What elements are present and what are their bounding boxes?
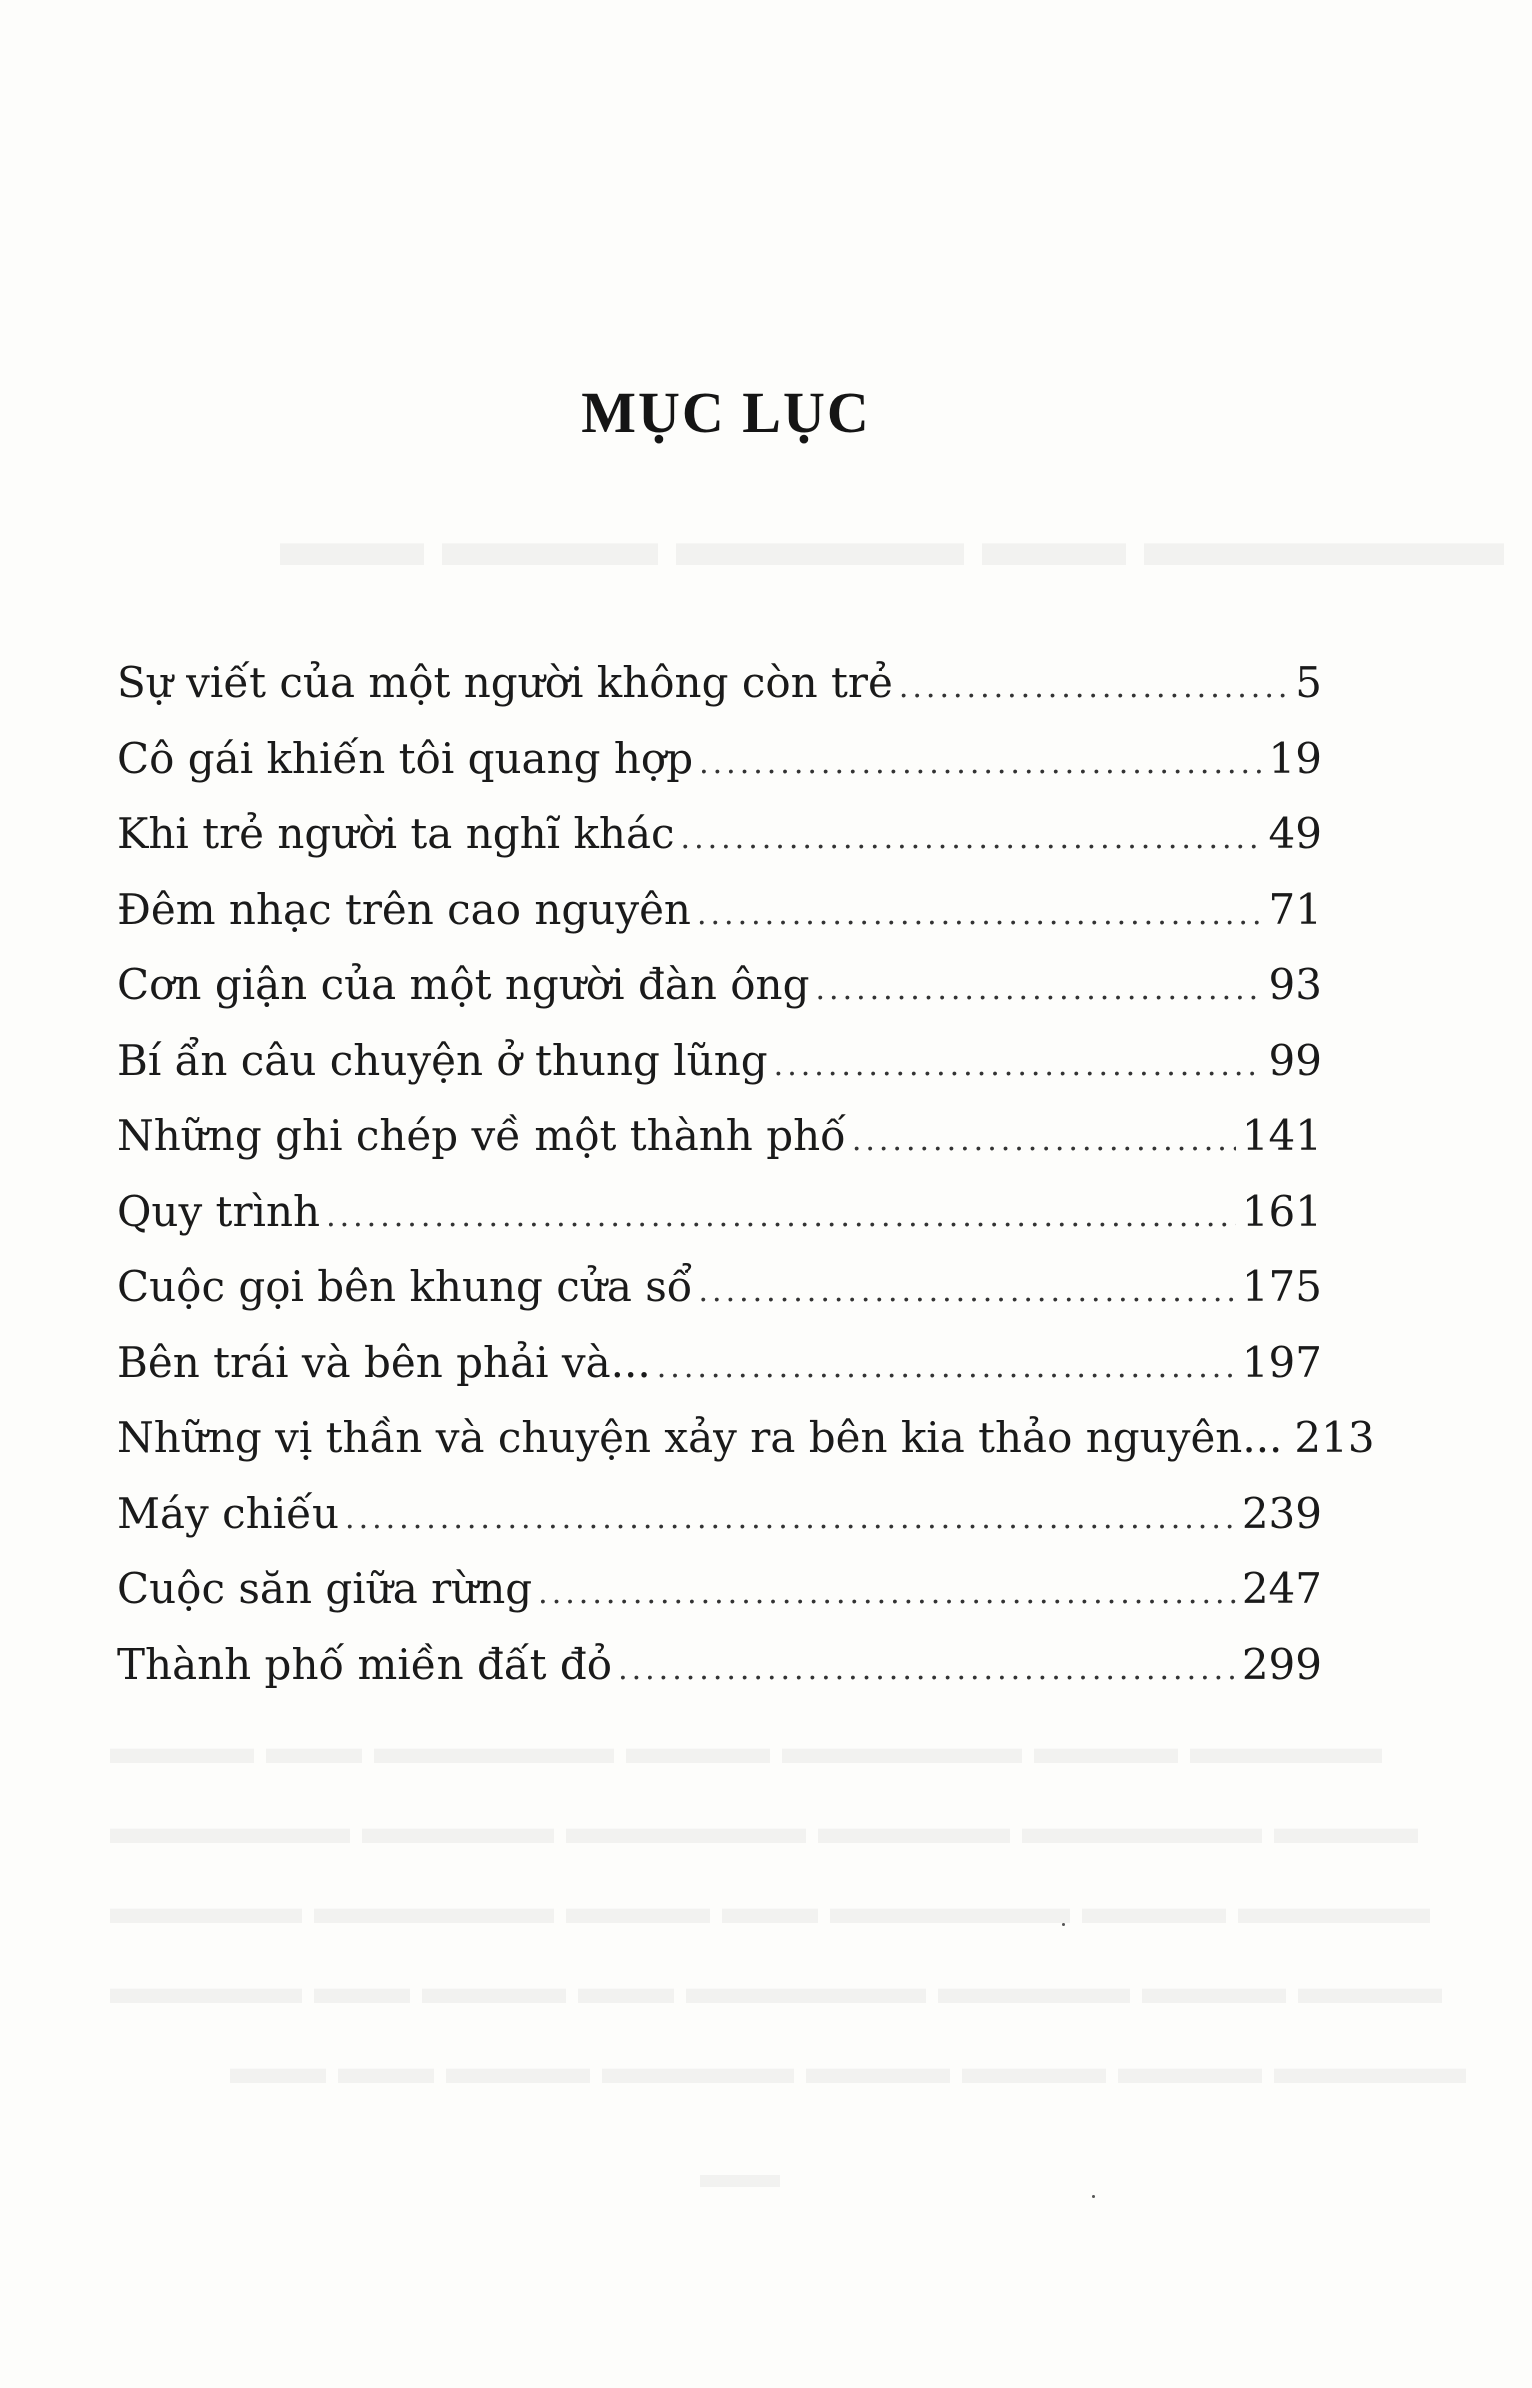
toc-dot-leader (618, 1632, 1236, 1708)
toc-heading: MỤC LỤC (581, 379, 871, 445)
toc-entry-title: Bí ẩn câu chuyện ở thung lũng (117, 1035, 768, 1085)
toc-entry-page-number: 247 (1241, 1564, 1322, 1613)
toc-entry (117, 1098, 1322, 1174)
toc-entry-page-number: 197 (1241, 1337, 1322, 1387)
toc-dot-leader (774, 1028, 1263, 1104)
bleed-through-text (110, 1880, 1430, 1935)
toc-dot-leader (816, 952, 1263, 1028)
toc-entry-title: Quy trình (117, 1186, 321, 1236)
bleed-through-text (110, 1960, 1442, 2015)
toc-entry-page-number: 141 (1241, 1111, 1322, 1160)
toc-entry (117, 872, 1322, 948)
toc-dot-leader (326, 1179, 1236, 1255)
toc-entry (117, 1174, 1322, 1250)
toc-entry-title: Cuộc gọi bên khung cửa sổ (117, 1262, 693, 1311)
toc-entry-title: Bên trái và bên phải và... (117, 1337, 651, 1387)
bleed-through-text (700, 2150, 780, 2197)
toc-entry (117, 1400, 1375, 1476)
toc-entry-page-number: 213 (1294, 1413, 1375, 1462)
toc-entry-page-number: 161 (1241, 1186, 1322, 1236)
toc-entry (117, 1476, 1322, 1552)
toc-dot-leader (699, 726, 1262, 802)
toc-dot-leader (681, 801, 1263, 877)
toc-entry (117, 1249, 1322, 1325)
toc-entry-title: Sự viết của một người không còn trẻ (117, 658, 893, 707)
toc-entry (117, 1023, 1322, 1099)
toc-dot-leader (538, 1556, 1236, 1632)
toc-list (117, 645, 1375, 1702)
toc-entry-title: Khi trẻ người ta nghĩ khác (117, 809, 675, 858)
scan-speck (1092, 2195, 1095, 2198)
toc-entry (117, 1551, 1322, 1627)
toc-entry-page-number: 5 (1295, 658, 1322, 707)
toc-entry (117, 796, 1322, 872)
toc-entry-title: Những ghi chép về một thành phố (117, 1111, 846, 1160)
toc-entry-page-number: 71 (1268, 884, 1322, 934)
toc-dot-leader (899, 650, 1289, 726)
bleed-through-text (110, 1720, 1382, 1775)
toc-entry (117, 1325, 1322, 1401)
toc-entry-title: Những vị thần và chuyện xảy ra bên kia thảo nguyên... (117, 1413, 1283, 1462)
toc-entry-page-number: 239 (1241, 1488, 1322, 1538)
toc-dot-leader (699, 1254, 1236, 1330)
toc-entry-title: Đêm nhạc trên cao nguyên (117, 884, 691, 934)
toc-entry-title: Cuộc săn giữa rừng (117, 1564, 533, 1613)
toc-entry (117, 645, 1322, 721)
bleed-through-text (280, 500, 1504, 583)
toc-entry-page-number: 99 (1268, 1035, 1322, 1085)
toc-entry (117, 1627, 1322, 1703)
toc-entry-title: Thành phố miền đất đỏ (117, 1639, 613, 1689)
toc-entry-title: Cơn giận của một người đàn ông (117, 960, 810, 1009)
toc-entry-title: Cô gái khiến tôi quang hợp (117, 733, 694, 783)
toc-entry-page-number: 19 (1268, 733, 1322, 783)
toc-dot-leader (345, 1481, 1236, 1557)
toc-entry-title: Máy chiếu (117, 1488, 340, 1538)
bleed-through-text (110, 1800, 1418, 1855)
toc-entry (117, 721, 1322, 797)
toc-dot-leader (657, 1330, 1236, 1406)
toc-entry-page-number: 175 (1241, 1262, 1322, 1311)
bleed-through-text (230, 2040, 1466, 2095)
toc-dot-leader (852, 1103, 1236, 1179)
toc-entry-page-number: 49 (1268, 809, 1322, 858)
toc-entry-page-number: 93 (1268, 960, 1322, 1009)
scan-speck (1062, 1923, 1065, 1926)
toc-dot-leader (697, 877, 1263, 953)
toc-entry (117, 947, 1322, 1023)
toc-entry-page-number: 299 (1241, 1639, 1322, 1689)
